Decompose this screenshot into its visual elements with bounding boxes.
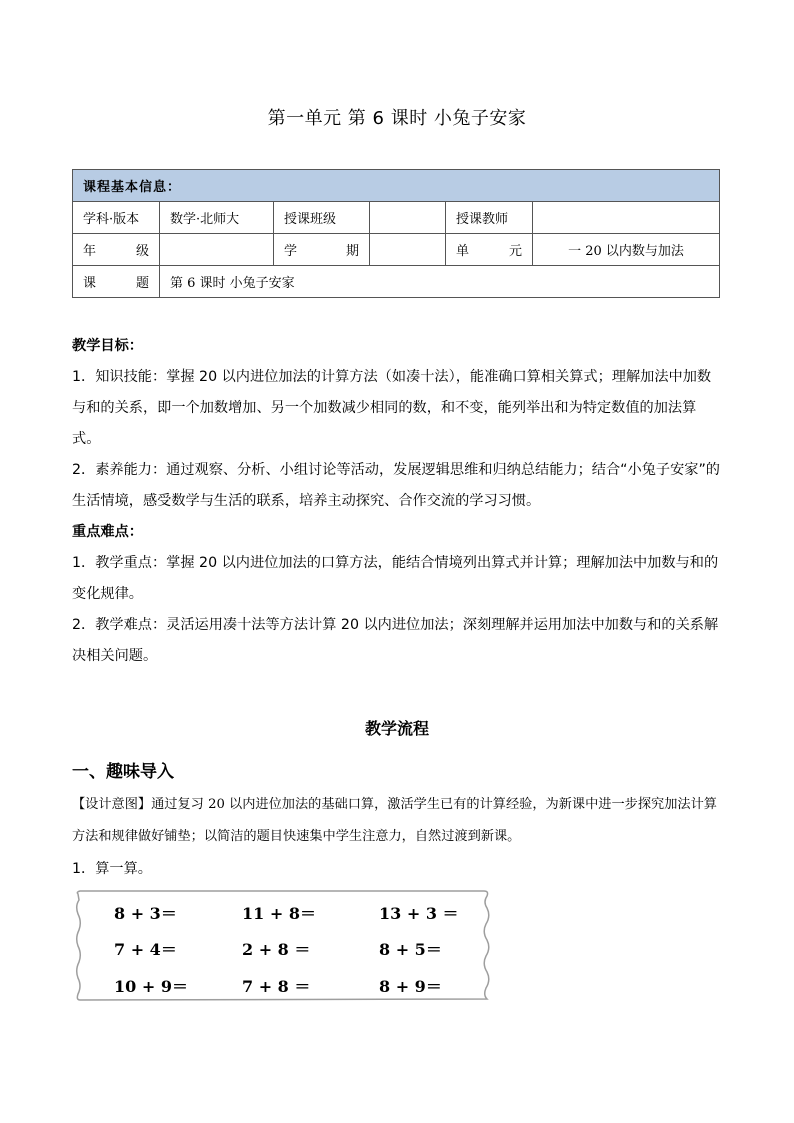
objectives-label: 教学目标： (72, 338, 143, 354)
cell-teacher-label: 授课教师 (446, 202, 533, 234)
objectives-section (72, 331, 722, 517)
section-heading: 一、趣味导入 (72, 762, 174, 782)
cell-topic-label: 课 题 (73, 266, 160, 298)
cell-subject-label: 学科·版本 (73, 202, 160, 234)
cell-subject-value: 数学·北师大 (160, 202, 274, 234)
key-point-item: 1．教学重点：掌握 20 以内进位加法的口算方法，能结合情境列出算式并计算；理解加法中加数与和的变化规律。 (72, 555, 719, 602)
cell-teacher-value (533, 202, 720, 234)
design-intent (72, 789, 722, 885)
exercise-item: 13 + 3 ＝ (379, 904, 459, 923)
cell-term-label: 学 期 (274, 234, 370, 266)
exercise-item: 8 + 5＝ (379, 940, 442, 959)
task-label: 1．算一算。 (72, 861, 152, 877)
exercise-item: 8 + 3＝ (114, 904, 177, 923)
cell-topic-value: 第 6 课时 小兔子安家 (160, 266, 720, 298)
cell-unit-label: 单 元 (446, 234, 533, 266)
course-info-header: 课程基本信息： (73, 170, 720, 202)
objective-item: 2．素养能力：通过观察、分析、小组讨论等活动，发展逻辑思维和归纳总结能力；结合“小兔子安家”的生活情境，感受数学与生活的联系，培养主动探究、合作交流的学习习惯。 (72, 462, 720, 509)
exercise-item: 11 + 8＝ (242, 904, 316, 923)
exercise-item: 2 + 8 ＝ (242, 940, 311, 959)
exercise-item: 10 + 9＝ (114, 977, 188, 996)
exercise-card (74, 888, 492, 1003)
cell-grade-value (160, 234, 274, 266)
design-intent-text: 【设计意图】通过复习 20 以内进位加法的基础口算，激活学生已有的计算经验，为新课中进一步探究加法计算方法和规律做好铺垫；以简洁的题目快速集中学生注意力，自然过渡到新课。 (72, 797, 717, 844)
cell-term-value (370, 234, 446, 266)
flow-title: 教学流程 (364, 719, 429, 738)
cell-class-label: 授课班级 (274, 202, 370, 234)
exercise-item: 8 + 9＝ (379, 977, 442, 996)
exercise-item: 7 + 4＝ (114, 940, 177, 959)
exercise-item: 7 + 8 ＝ (242, 977, 311, 996)
key-point-item: 2．教学难点：灵活运用凑十法等方法计算 20 以内进位加法；深刻理解并运用加法中加数与和的关系解决相关问题。 (72, 617, 719, 664)
cell-grade-label: 年 级 (73, 234, 160, 266)
page-title: 第一单元 第 6 课时 小兔子安家 (267, 108, 527, 129)
cell-class-value (370, 202, 446, 234)
objective-item: 1．知识技能：掌握 20 以内进位加法的计算方法（如凑十法），能准确口算相关算式；理解加法中加数与和的关系，即一个加数增加、另一个加数减少相同的数，和不变，能列举出和为特定数值的加法算式。 (72, 369, 712, 447)
course-info-table (72, 169, 720, 298)
key-points-label: 重点难点： (72, 524, 143, 540)
key-points-section (72, 517, 722, 672)
cell-unit-value: 一 20 以内数与加法 (533, 234, 720, 266)
